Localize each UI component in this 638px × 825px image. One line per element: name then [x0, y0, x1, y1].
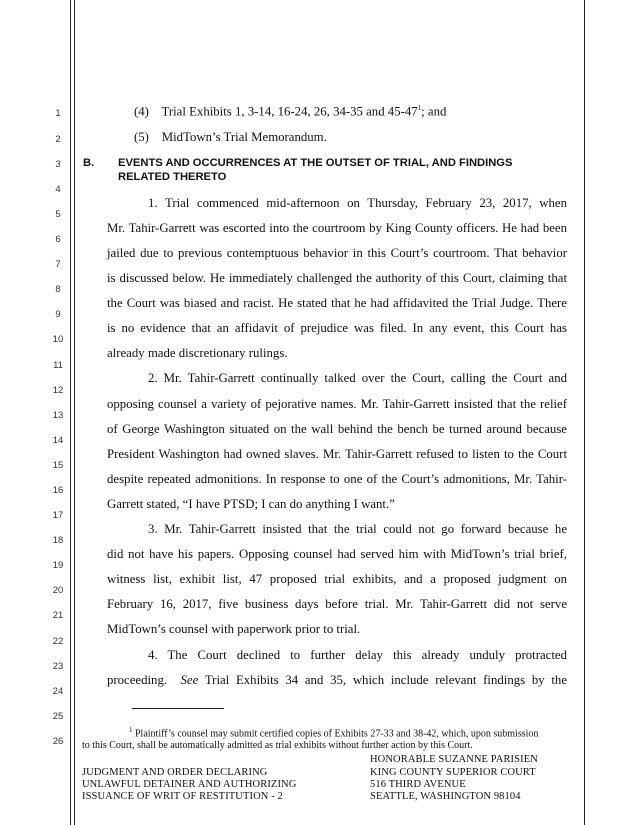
paragraph-1-line: is no evidence that an affidavit of prejudice was filed. In any event, this Court has	[107, 321, 567, 335]
paragraph-1-line: Mr. Tahir-Garrett was escorted into the courtroom by King County officers. He had been	[107, 221, 567, 235]
line-number: 16	[52, 485, 64, 496]
line-number: 4	[55, 184, 61, 195]
line-number: 1	[55, 108, 61, 119]
paragraph-4-line	[107, 673, 567, 688]
line-number: 19	[52, 560, 64, 571]
paragraph-2-line: President Washington had owned slaves. Mr. Tahir-Garrett refused to listen to the Court	[107, 447, 567, 461]
paragraph-2-line: 2. Mr. Tahir-Garrett continually talked over the Court, calling the Court and	[148, 371, 567, 385]
line-number: 21	[52, 610, 64, 621]
paragraph-4-text: Trial Exhibits 34 and 35, which include relevant findings by the	[204, 673, 568, 687]
line-number: 17	[52, 510, 64, 521]
paragraph-4-text: proceeding.	[107, 673, 168, 687]
footer-caption-line: JUDGMENT AND ORDER DECLARING	[82, 767, 268, 778]
list-item-text: MidTown’s Trial Memorandum.	[161, 130, 327, 144]
footer-court-line: HONORABLE SUZANNE PARISIEN	[370, 754, 538, 765]
paragraph-3-line: 3. Mr. Tahir-Garrett insisted that the trial could not go forward because he	[148, 522, 567, 536]
line-number: 6	[55, 234, 61, 245]
footer-caption-line: ISSUANCE OF WRIT OF RESTITUTION - 2	[82, 791, 283, 802]
list-item-number: (5)	[134, 130, 149, 144]
paragraph-1-line: is discussed below. He immediately challenged the authority of this Court, claiming that	[107, 271, 567, 285]
list-item-text: Trial Exhibits 1, 3-14, 16-24, 26, 34-35 and 45-47	[161, 104, 418, 119]
line-number: 12	[52, 385, 64, 396]
line-number: 20	[52, 585, 64, 596]
footer-court-line: SEATTLE, WASHINGTON 98104	[370, 791, 521, 802]
footnote-line2: to this Court, shall be automatically admitted as trial exhibits without further action by this Court.	[82, 740, 473, 751]
paragraph-2-line: Garrett stated, “I have PTSD; I can do anything I want.”	[107, 497, 395, 511]
paragraph-3-line: witness list, exhibit list, 47 proposed trial exhibits, and a proposed judgment on	[107, 572, 567, 586]
paragraph-3-line: MidTown’s counsel with paperwork prior to trial.	[107, 622, 361, 636]
list-item-number: (4)	[134, 104, 149, 119]
footer-court-line: KING COUNTY SUPERIOR COURT	[370, 767, 536, 778]
list-item-5	[134, 130, 327, 145]
footnote-separator	[132, 708, 224, 709]
paragraph-2-line: opposing counsel a variety of pejorative names. Mr. Tahir-Garrett insisted that the relief	[107, 397, 567, 411]
footer-court-line: 516 THIRD AVENUE	[370, 779, 466, 790]
paragraph-3-line: February 16, 2017, five business days before trial. Mr. Tahir-Garrett did not serve	[107, 597, 567, 611]
line-number: 18	[52, 535, 64, 546]
paragraph-3-line: did not have his papers. Opposing counsel had served him with MidTown’s trial brief,	[107, 547, 567, 561]
paragraph-1-line: jailed due to previous contemptuous behavior in this Court’s courtroom. That behavior	[107, 246, 567, 260]
line-number: 26	[52, 736, 64, 747]
footnote-line1	[129, 726, 538, 739]
footnote-text: Plaintiff’s counsel may submit certified copies of Exhibits 27-33 and 38-42, which, upon submission	[135, 728, 539, 740]
line-number: 5	[55, 209, 61, 220]
paragraph-4-line: 4. The Court declined to further delay this already unduly protracted	[148, 648, 567, 662]
left-margin-rule-inner	[74, 0, 75, 825]
paragraph-2-line: of George Washington situated on the wall behind the bench be turned around because	[107, 422, 567, 436]
line-number: 23	[52, 661, 64, 672]
section-letter: B.	[83, 157, 95, 169]
list-item-tail: ; and	[421, 104, 447, 119]
line-number: 10	[52, 334, 64, 345]
line-number: 15	[52, 460, 64, 471]
line-number: 13	[52, 410, 64, 421]
footnote-ref: 1	[417, 104, 422, 112]
line-number: 9	[55, 309, 61, 320]
paragraph-1-line: already made discretionary rulings.	[107, 346, 288, 360]
line-number: 2	[55, 134, 61, 145]
section-title-line2: RELATED THERETO	[118, 171, 227, 183]
paragraph-1-line: 1. Trial commenced mid-afternoon on Thursday, February 23, 2017, when	[148, 196, 567, 210]
line-number: 11	[53, 360, 63, 371]
section-title-line1: EVENTS AND OCCURRENCES AT THE OUTSET OF TRIAL, AND FINDINGS	[118, 157, 513, 169]
line-number: 22	[52, 636, 64, 647]
line-number: 14	[52, 435, 64, 446]
line-number: 24	[52, 686, 64, 697]
footnote-mark: 1	[129, 726, 133, 734]
paragraph-2-line: despite repeated admonitions. In response to one of the Court’s admonitions, Mr. Tahir-	[107, 472, 567, 486]
list-item-4	[134, 104, 446, 119]
line-number: 7	[55, 259, 61, 270]
left-margin-rule	[70, 0, 71, 825]
line-number: 3	[55, 159, 61, 170]
line-number: 25	[52, 711, 64, 722]
right-margin-rule	[584, 0, 585, 825]
paragraph-1-line: the Court was biased and racist. He stated that he had affidavited the Trial Judge. There	[107, 296, 567, 310]
signal-see: See	[180, 673, 199, 687]
line-number: 8	[55, 284, 61, 295]
footer-caption-line: UNLAWFUL DETAINER AND AUTHORIZING	[82, 779, 297, 790]
